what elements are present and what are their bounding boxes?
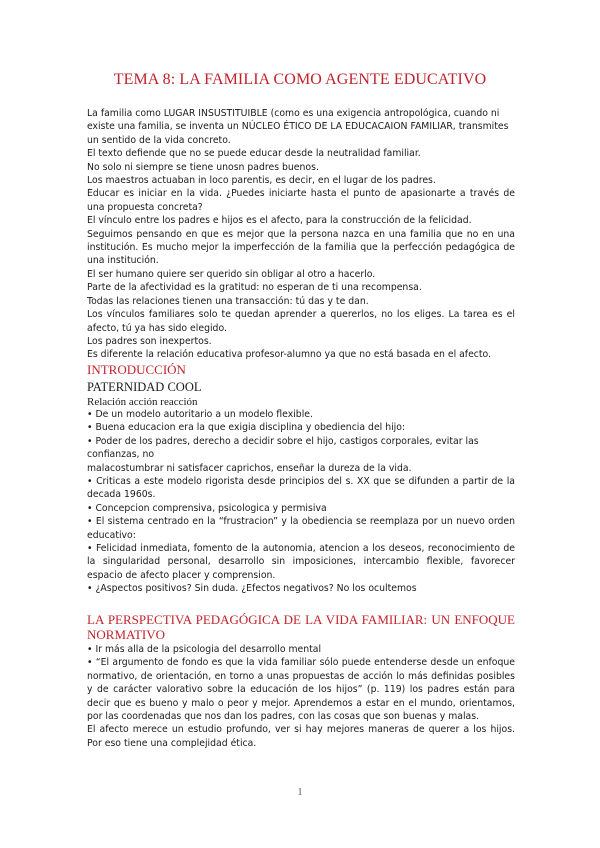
list-item: • Ir más alla de la psicologia del desarrollo mental: [87, 644, 322, 655]
paragraph: El vínculo entre los padres e hijos es el afecto, para la construcción de la felicidad.: [87, 215, 472, 227]
list-item: • Felicidad inmediata, fomento de la autonomia, atencion a los deseos, reconocimiento de la singularidad personal, desarrollo sin imposiciones, intercambio flexible, favorecer espacio de afecto placer y comprension.: [87, 543, 515, 581]
paragraph: El ser humano quiere ser querido sin obligar al otro a hacerlo.: [87, 268, 376, 280]
paragraph: Todas las relaciones tienen una transacción: tú das y te dan.: [87, 295, 369, 307]
list-item: • Concepcion comprensiva, psicologica y permisiva: [87, 502, 327, 514]
paragraph: Educar es iniciar en la vida. ¿Puedes iniciarte hasta el punto de apasionarte a través de una propuesta concreta?: [87, 188, 515, 213]
section-heading-introduccion: INTRODUCCIÓN: [87, 362, 186, 377]
list-item: • Poder de los padres, derecho a decidir sobre el hijo, castigos corporales, evitar las confianzas, no: [87, 435, 479, 461]
list-item: • Buena educacion era la que exigia disciplina y obediencia del hijo:: [87, 422, 406, 434]
perspectiva-list: [87, 643, 515, 750]
document-title: TEMA 8: LA FAMILIA COMO AGENTE EDUCATIVO: [113, 71, 487, 88]
list-item: • De un modelo autoritario a un modelo flexible.: [87, 409, 313, 420]
introduccion-list: [87, 408, 515, 596]
paragraph: Parte de la afectividad es la gratitud: no esperan de ti una recompensa.: [87, 282, 422, 294]
intro-text-block: [87, 107, 515, 362]
paragraph: Los padres son inexpertos.: [87, 335, 212, 347]
subheading-relacion: Relación acción reacción: [87, 396, 198, 408]
list-item: • “El argumento de fondo es que la vida familiar sólo puede entenderse desde un enfoque normativo, de orientación, en torno a unas propuestas de acción lo más definidas posibles y de carácter valorativo sobre la educación de los hijos” (p. 119) los padres están para decir que es bueno y malo o peor y mejor. Aprendemos a estar en el mundo, orientamos, por las coordenadas que nos dan los padres, con las cosas que son buenas y malas.: [87, 657, 515, 723]
paragraph: Es diferente la relación educativa profesor-alumno ya que no está basada en el afecto.: [87, 349, 492, 361]
paragraph: Los maestros actuaban in loco parentis, es decir, en el lugar de los padres.: [87, 175, 436, 187]
paragraph: La familia como LUGAR INSUSTITUIBLE (como es una exigencia antropológica, cuando ni existe una familia, se inventa un NÚCLEO ÉTICO DE LA EDUCACAION FAMILIAR, transmites un sentido de la vida concreto.: [87, 108, 509, 146]
list-item: • ¿Aspectos positivos? Sin duda. ¿Efectos negativos? No los ocultemos: [87, 583, 417, 595]
paragraph: Los vínculos familiares solo te quedan aprender a quererlos, no los eliges. La tarea es el afecto, tú ya has sido elegido.: [87, 309, 515, 334]
list-item: malacostumbrar ni satisfacer caprichos, enseñar la dureza de la vida.: [87, 462, 412, 474]
paragraph: El afecto merece un estudio profundo, ver si hay mejores maneras de querer a los hijos. Por eso tiene una complejidad ética.: [87, 724, 515, 749]
paragraph: El texto defiende que no se puede educar desde la neutralidad familiar.: [87, 148, 421, 160]
paragraph: No solo ni siempre se tiene unosn padres buenos.: [87, 161, 319, 173]
list-item: • Criticas a este modelo rigorista desde principios del s. XX que se difunden a partir de la decada 1960s.: [87, 476, 515, 501]
list-item: • El sistema centrado en la “frustracion” y la obediencia se reemplaza por un nuevo orden educativo:: [87, 516, 515, 541]
subheading-paternidad-cool: PATERNIDAD COOL: [87, 380, 202, 394]
section-heading-perspectiva: LA PERSPECTIVA PEDAGÓGICA DE LA VIDA FAMILIAR: UN ENFOQUE NORMATIVO: [87, 612, 515, 642]
page-number: 1: [297, 787, 303, 798]
paragraph: Seguimos pensando en que es mejor que la persona nazca en una familia que no en una institución. Es mucho mejor la imperfección de la familia que la perfección pedagógica de una institución.: [87, 228, 515, 267]
